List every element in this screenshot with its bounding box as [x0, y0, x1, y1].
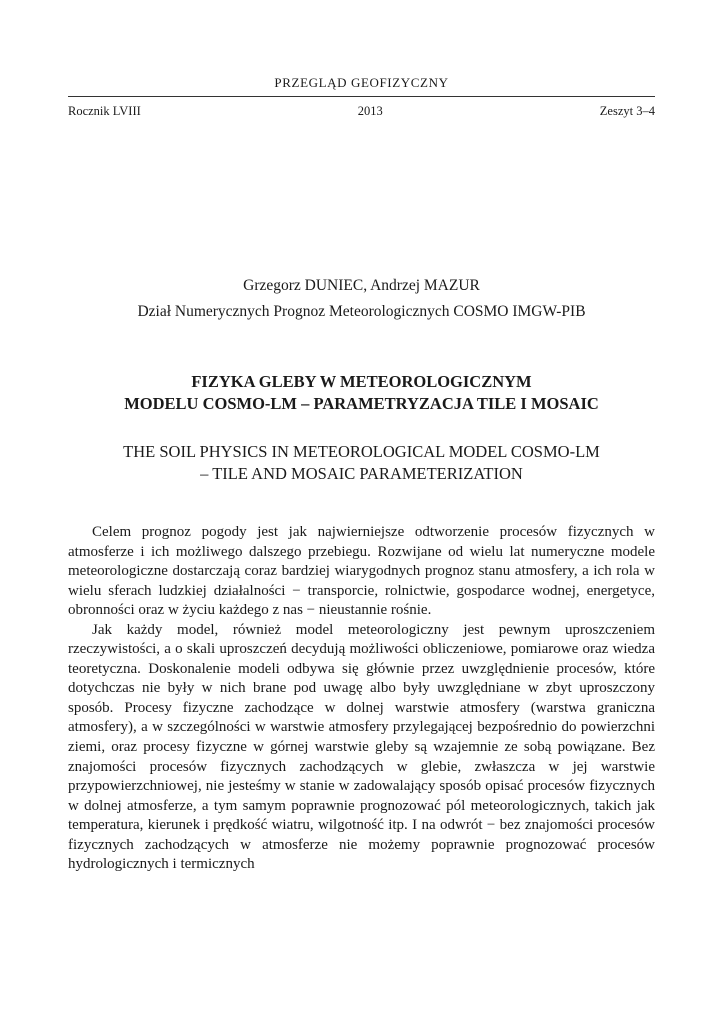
journal-name: PRZEGLĄD GEOFIZYCZNY [274, 75, 449, 90]
affiliation: Dział Numerycznych Prognoz Meteorologicznych COSMO IMGW-PIB [137, 303, 586, 320]
body-text [68, 523, 655, 875]
title-english-line: – TILE AND MOSAIC PARAMETERIZATION [200, 464, 523, 483]
title-polish-line: FIZYKA GLEBY W METEOROLOGICZNYM [191, 372, 532, 391]
header-rule [68, 96, 655, 97]
title-polish-line: MODELU COSMO-LM – PARAMETRYZACJA TILE I MOSAIC [124, 394, 599, 413]
volume-label: Rocznik LVIII [68, 104, 141, 118]
issue-label: Zeszyt 3–4 [599, 104, 655, 118]
running-header [68, 104, 655, 119]
title-english-line: THE SOIL PHYSICS IN METEOROLOGICAL MODEL COSMO-LM [123, 442, 600, 461]
title-english [0, 441, 723, 485]
title-polish [0, 371, 723, 415]
paragraph: Jak każdy model, również model meteorologiczny jest pewnym uproszczeniem rzeczywistości, a o skali uproszczeń decydują możliwości obliczeniowe, pomiarowe oraz wiedza teoretyczna. Doskonalenie modeli odbywa się głównie przez uwzględnienie procesów, które dotychczas nie były w nich brane pod uwagę albo były uwzględniane w zbyt uproszczony sposób. Procesy fizyczne zachodzące w dolnej warstwie atmosfery (warstwa graniczna atmosfery), a w szczególności w warstwie atmosfery przylegającej bezpośrednio do powierzchni ziemi, oraz procesy fizyczne w górnej warstwie gleby są wzajemnie ze sobą powiązane. Bez znajomości procesów fizycznych zachodzących w glebie, zwłaszcza w jej warstwie przypowierzchniowej, nie jesteśmy w stanie w zadowalający sposób opisać procesów fizycznych w dolnej atmosferze, a tym samym poprawnie prognozować pól meteorologicznych, takich jak temperatura, kierunek i prędkość wiatru, wilgotność itp. I na odwrót − bez znajomości procesów fizycznych zachodzących w atmosferze nie możemy poprawnie prognozować procesów hydrologicznych i termicznych [68, 621, 655, 873]
paragraph: Celem prognoz pogody jest jak najwierniejsze odtworzenie procesów fizycznych w atmosferze i ich możliwego dalszego przebiegu. Rozwijane od wielu lat numeryczne modele meteorologiczne dostarczają coraz bardziej wiarygodnych prognoz stanu atmosfery, a ich rola w wielu sferach ludzkiej działalności − transporcie, rolnictwie, gospodarce wodnej, energetyce, obronności oraz w życiu każdego z nas − nieustannie rośnie. [68, 524, 655, 619]
year-label: 2013 [357, 104, 383, 118]
authors: Grzegorz DUNIEC, Andrzej MAZUR [243, 277, 480, 294]
